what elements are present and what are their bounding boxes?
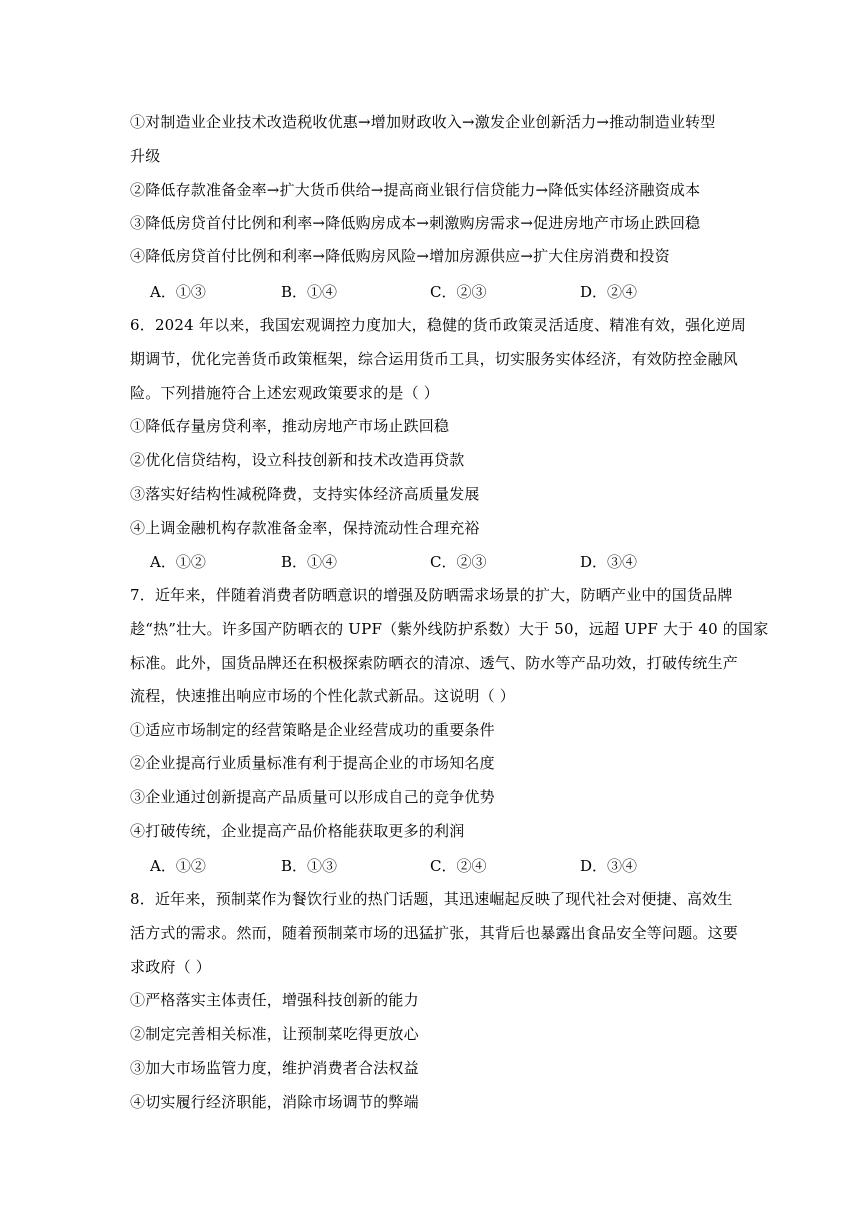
q7-stem-line-4: 流程，快速推出响应市场的个性化款式新品。这说明（ ） [130,687,515,705]
q8-statement-3: ③加大市场监管力度，维护消费者合法权益 [130,1059,419,1077]
q8-statement-4: ④切实履行经济职能，消除市场调节的弊端 [130,1093,419,1111]
q7-statement-2: ②企业提高行业质量标准有利于提高企业的市场知名度 [130,754,495,772]
q5-statement-1-cont: 升级 [130,147,161,165]
q6-statement-4: ④上调金融机构存款准备金率，保持流动性合理充裕 [130,519,480,537]
q7-stem-line-1: 7．近年来，伴随着消费者防晒意识的增强及防晒需求场景的扩大，防晒产业中的国货品牌 [130,586,733,604]
q7-statement-3: ③企业通过创新提高产品质量可以形成自己的竞争优势 [130,788,495,806]
q6-option-d: D．③④ [580,553,638,571]
q5-statement-1: ①对制造业企业技术改造税收优惠→增加财政收入→激发企业创新活力→推动制造业转型 [130,113,716,131]
q7-statement-4: ④打破传统，企业提高产品价格能获取更多的利润 [130,822,465,840]
q5-option-d: D．②④ [580,283,638,301]
q5-statement-4: ④降低房贷首付比例和利率→降低购房风险→增加房源供应→扩大住房消费和投资 [130,247,670,265]
q5-statement-3: ③降低房贷首付比例和利率→降低购房成本→刺激购房需求→促进房地产市场止跌回稳 [130,214,701,232]
q6-statement-3: ③落实好结构性减税降费，支持实体经济高质量发展 [130,485,480,503]
q8-stem-line-1: 8．近年来，预制菜作为餐饮行业的热门话题，其迅速崛起反映了现代社会对便捷、高效生 [130,890,733,908]
q7-statement-1: ①适应市场制定的经营策略是企业经营成功的重要条件 [130,721,495,739]
q7-stem-line-2: 趁“热”壮大。许多国产防晒衣的 UPF（紫外线防护系数）大于 50，远超 UPF 大于 40 的国家 [130,620,769,638]
q6-statement-1: ①降低存量房贷利率，推动房地产市场止跌回稳 [130,417,450,435]
q6-option-a: A．①② [150,553,206,571]
q7-option-b: B．①③ [281,857,338,875]
q8-stem-line-2: 活方式的需求。然而，随着预制菜市场的迅猛扩张，其背后也暴露出食品安全等问题。这要 [130,924,739,942]
q5-option-a: A．①③ [150,283,206,301]
q6-option-b: B．①④ [281,553,338,571]
q7-option-c: C．②④ [430,857,487,875]
q6-stem-line-3: 险。下列措施符合上述宏观政策要求的是（ ） [130,384,439,402]
q8-statement-1: ①严格落实主体责任，增强科技创新的能力 [130,991,419,1009]
q8-statement-2: ②制定完善相关标准，让预制菜吃得更放心 [130,1025,419,1043]
q7-stem-line-3: 标准。此外，国货品牌还在积极探索防晒衣的清凉、透气、防水等产品功效，打破传统生产 [130,654,739,672]
q6-option-c: C．②③ [430,553,487,571]
q7-option-a: A．①② [150,857,206,875]
q6-stem-line-1: 6．2024 年以来，我国宏观调控力度加大，稳健的货币政策灵活适度、精准有效，强化逆周 [130,316,747,334]
q5-statement-2: ②降低存款准备金率→扩大货币供给→提高商业银行信贷能力→降低实体经济融资成本 [130,181,701,199]
q6-statement-2: ②优化信贷结构，设立科技创新和技术改造再贷款 [130,451,465,469]
q7-option-d: D．③④ [580,857,638,875]
q5-option-c: C．②③ [430,283,487,301]
q6-stem-line-2: 期调节，优化完善货币政策框架，综合运用货币工具，切实服务实体经济，有效防控金融风 [130,350,739,368]
q8-stem-line-3: 求政府（ ） [130,958,211,976]
q5-option-b: B．①④ [281,283,338,301]
